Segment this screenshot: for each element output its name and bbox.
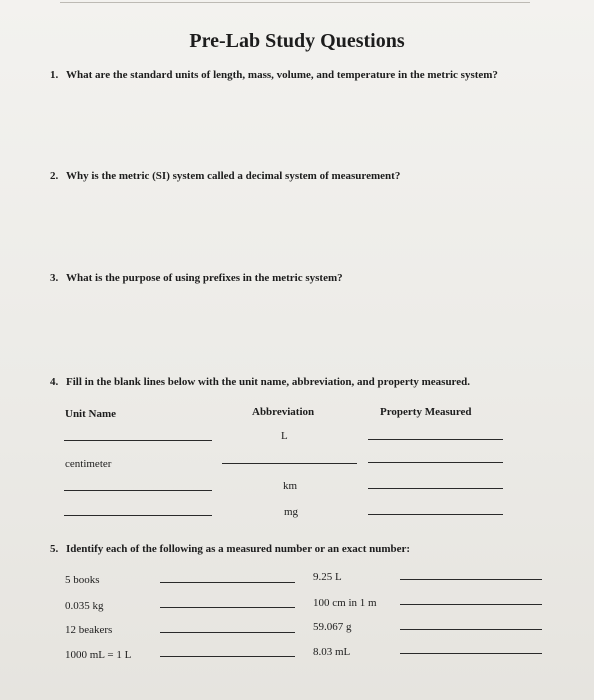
question-2 [50,170,400,182]
abbreviation-value: km [283,480,298,492]
property-blank[interactable] [368,462,503,463]
q5-item: 59.067 g [313,621,352,633]
q5-answer-blank[interactable] [400,579,542,580]
q5-item: 5 books [65,574,100,586]
question-number: 4. [50,376,59,388]
question-text: Why is the metric (SI) system called a decimal system of measurement? [66,170,401,182]
q5-answer-blank[interactable] [400,629,542,630]
property-blank[interactable] [368,514,503,515]
q5-answer-blank[interactable] [160,607,295,608]
property-blank[interactable] [368,488,503,489]
unit-name-value: centimeter [65,458,112,470]
q5-item: 100 cm in 1 m [313,597,377,609]
page-title: Pre-Lab Study Questions [189,30,405,52]
question-4 [50,376,470,388]
q5-item: 1000 mL = 1 L [65,649,132,661]
unit-name-blank[interactable] [64,515,212,516]
header-property-measured: Property Measured [380,406,472,418]
q5-item: 9.25 L [313,571,342,583]
question-number: 5. [50,543,59,555]
unit-name-blank[interactable] [64,440,212,441]
question-1 [50,69,498,81]
question-3 [50,272,343,284]
abbreviation-blank[interactable] [222,463,357,464]
abbreviation-value: mg [284,506,299,518]
question-number: 1. [50,69,59,81]
q5-item: 8.03 mL [313,646,351,658]
question-text: Identify each of the following as a measured number or an exact number: [66,543,411,555]
question-number: 2. [50,170,59,182]
q5-answer-blank[interactable] [160,632,295,633]
abbreviation-value: L [281,430,288,442]
page-edge-line [60,2,530,3]
question-5 [50,543,410,555]
question-text: Fill in the blank lines below with the unit name, abbreviation, and property measured. [66,376,470,388]
header-abbreviation: Abbreviation [252,406,315,418]
q5-answer-blank[interactable] [400,604,542,605]
header-unit-name: Unit Name [65,408,117,420]
unit-name-blank[interactable] [64,490,212,491]
q5-answer-blank[interactable] [160,582,295,583]
question-text: What is the purpose of using prefixes in the metric system? [66,272,343,284]
question-text: What are the standard units of length, mass, volume, and temperature in the metric system? [66,69,498,81]
question-number: 3. [50,272,59,284]
q5-answer-blank[interactable] [160,656,295,657]
q5-answer-blank[interactable] [400,653,542,654]
q5-item: 0.035 kg [65,600,104,612]
q5-item: 12 beakers [65,624,113,636]
property-blank[interactable] [368,439,503,440]
